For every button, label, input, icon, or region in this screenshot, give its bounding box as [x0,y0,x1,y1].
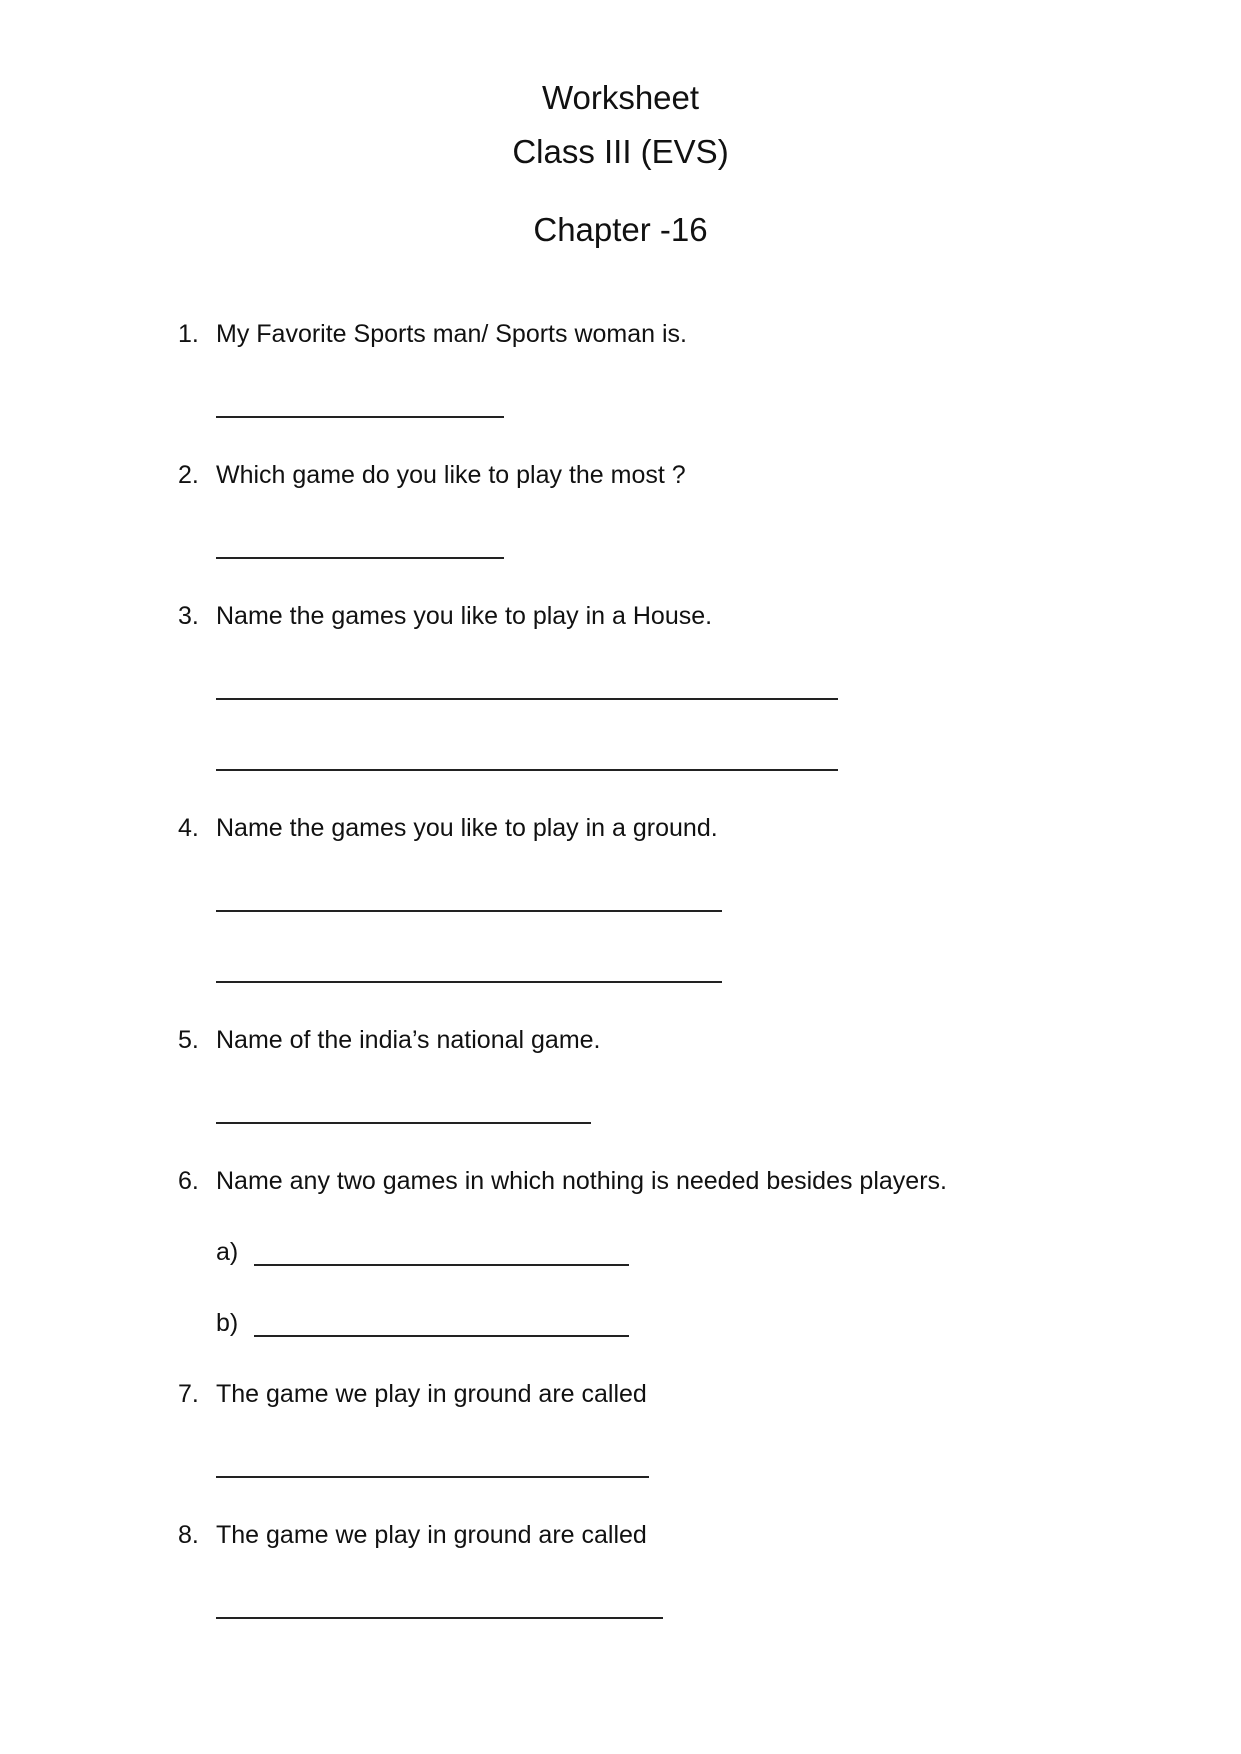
question-text: The game we play in ground are called [216,1380,647,1408]
answer-line[interactable] [216,557,504,559]
question-text: Name any two games in which nothing is needed besides players. [216,1167,947,1195]
answer-line[interactable] [216,981,722,983]
class-subtitle: Class III (EVS) [512,133,729,170]
answer-line[interactable] [216,1122,591,1124]
chapter-heading: Chapter -16 [533,211,708,248]
answer-line-b[interactable] [254,1335,629,1337]
question-number: 7. [178,1380,199,1408]
sub-part-label-a: a) [216,1238,239,1266]
question-text: Which game do you like to play the most ? [216,461,686,489]
question-text: Name of the india’s national game. [216,1026,601,1054]
question-number: 4. [178,814,199,842]
question-text: My Favorite Sports man/ Sports woman is. [216,320,687,348]
question-number: 3. [178,602,199,630]
answer-line[interactable] [216,416,504,418]
answer-line[interactable] [216,910,722,912]
answer-line[interactable] [216,1617,663,1619]
worksheet-title: Worksheet [541,79,700,116]
answer-line[interactable] [216,769,838,771]
question-number: 6. [178,1167,199,1195]
question-number: 2. [178,461,199,489]
question-text: The game we play in ground are called [216,1521,647,1549]
answer-line[interactable] [216,1476,649,1478]
answer-line[interactable] [216,698,838,700]
question-number: 5. [178,1026,199,1054]
question-number: 1. [178,320,199,348]
question-number: 8. [178,1521,199,1549]
question-text: Name the games you like to play in a ground. [216,814,718,842]
answer-line-a[interactable] [254,1264,629,1266]
question-text: Name the games you like to play in a House. [216,602,713,630]
sub-part-label-b: b) [216,1309,239,1337]
